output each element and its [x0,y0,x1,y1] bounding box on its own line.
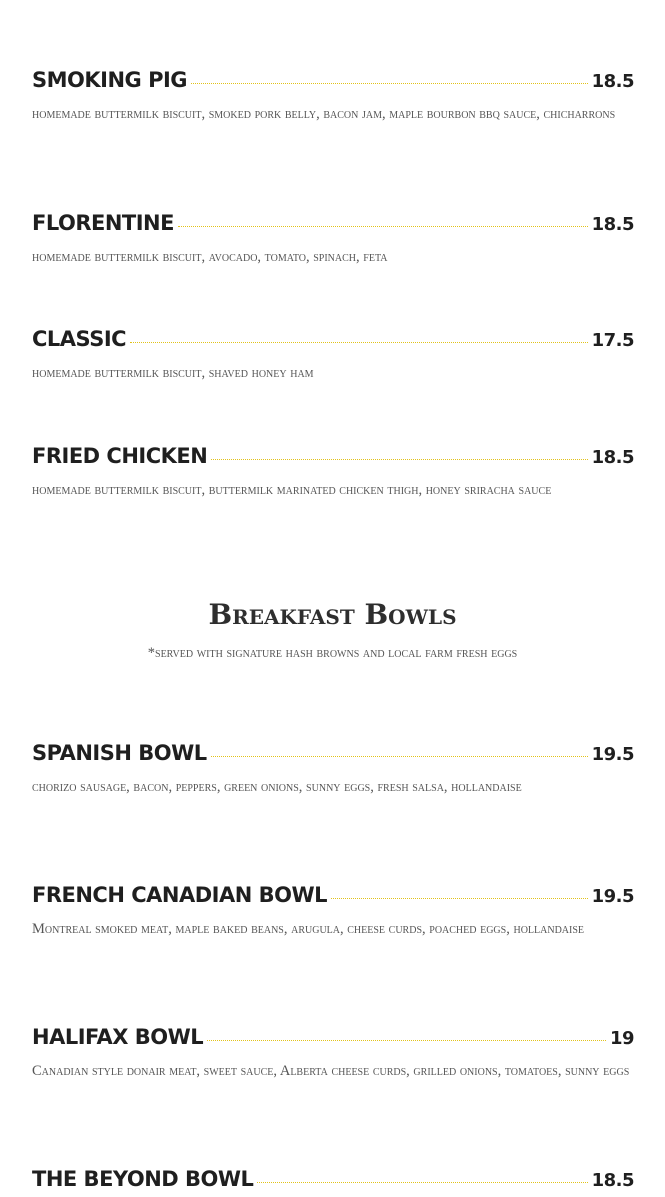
item-description: homemade buttermilk biscuit, avocado, tomato, spinach, feta [32,249,388,265]
item-name: SPANISH BOWL [32,741,207,765]
dotted-leader [211,459,587,460]
dotted-leader [130,342,588,343]
menu-item-classic [32,327,634,386]
section-subtitle: *served with signature hash browns and local farm fresh eggs [147,645,518,661]
dotted-leader [211,756,588,757]
menu-item-fried-chicken [32,444,634,503]
item-name: CLASSIC [32,327,127,351]
item-description: homemade buttermilk biscuit, smoked pork belly, bacon jam, maple bourbon bbq sauce, chicharrons [32,106,616,122]
item-name: FLORENTINE [32,211,174,235]
menu-item-florentine [32,211,634,270]
dotted-leader [207,1040,606,1041]
item-price: 17.5 [591,330,634,351]
dotted-leader [191,83,588,84]
item-description: chorizo sausage, bacon, peppers, green onions, sunny eggs, fresh salsa, hollandaise [32,779,522,795]
item-name: HALIFAX BOWL [32,1025,204,1049]
dotted-leader [257,1182,587,1183]
menu-item-french-canadian-bowl [32,883,634,942]
item-description: homemade buttermilk biscuit, shaved honey ham [32,365,314,381]
menu-item-beyond-bowl [32,1167,634,1197]
menu-item-smoking-pig [32,68,634,127]
item-price: 19.5 [591,886,634,907]
menu-item-spanish-bowl [32,741,634,800]
item-description: Montreal smoked meat, maple baked beans, arugula, cheese curds, poached eggs, hollandaise [32,921,585,937]
item-price: 18.5 [591,1170,634,1191]
item-price: 19.5 [591,744,634,765]
item-name: THE BEYOND BOWL [32,1167,254,1191]
item-description: homemade buttermilk biscuit, buttermilk marinated chicken thigh, honey sriracha sauce [32,482,552,498]
menu-item-halifax-bowl [32,1025,634,1084]
item-description: Canadian style donair meat, sweet sauce, Alberta cheese curds, grilled onions, tomatoes, sunny eggs [32,1063,630,1079]
item-name: FRENCH CANADIAN BOWL [32,883,328,907]
item-price: 18.5 [591,214,634,235]
dotted-leader [331,898,588,899]
item-name: SMOKING PIG [32,68,188,92]
item-price: 18.5 [591,71,634,92]
section-title: Breakfast Bowls [208,598,457,631]
item-price: 19 [609,1028,634,1049]
item-name: FRIED CHICKEN [32,444,208,468]
dotted-leader [178,226,588,227]
item-price: 18.5 [591,447,634,468]
